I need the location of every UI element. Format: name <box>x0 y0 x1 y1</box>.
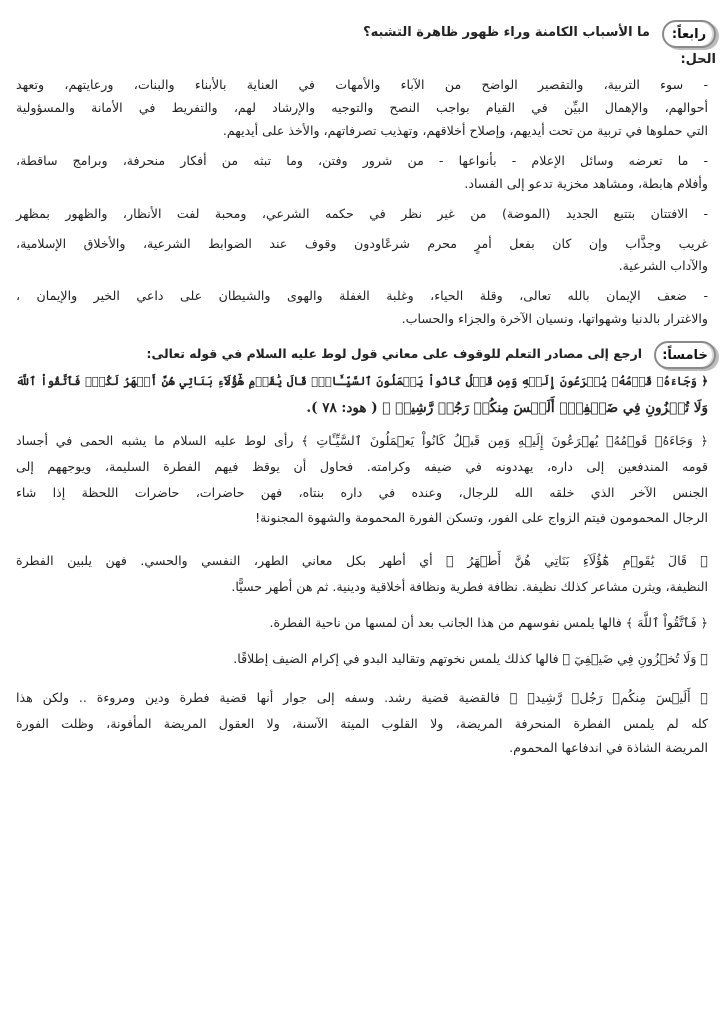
text-line: والاغترار بالدنيا وشهواتها، ونسيان الآخرة والجزاء والحساب. <box>401 311 708 326</box>
section-4-question: ما الأسباب الكامنة وراء ظهور ظاهرة التشبه؟ <box>363 25 650 40</box>
text-line: ﴿ فَٱتَّقُواْ ٱللَّهَ ﴾ فالها يلمس نفوسهم من هذا الجانب بعد أن لمسها من ناحية الفطرة. <box>269 615 708 630</box>
verse-line: ﴿ وَجَاءَهُۥ قَوۡمُهُۥ يُهۡرَعُونَ إِلَيۡهِ وَمِن قَبۡلُ كَانُواْ يَعۡمَلُونَ ٱلسَّيِّـَٔاتِۚ قَالَ يَٰقَوۡمِ هَٰٓؤُلَآءِ بَنَاتِي هُنَّ أَطۡهَرُ لَكُمۡۖ فَٱتَّقُواْ ٱللَّهَ <box>16 374 708 388</box>
text-line: ﴿ وَجَاءَهُۥ قَوۡمُهُۥ يُهۡرَعُونَ إِلَيۡهِ وَمِن قَبۡلُ كَانُواْ يَعۡمَلُونَ ٱلسَّيِّـَٔاتِ ﴾ رأى لوط عليه السلام ما يشبه الحمى في أجساد <box>16 433 708 448</box>
text-line: - ضعف الإيمان بالله تعالى، وقلة الحياء، وغلبة الغفلة والهوى والشيطان على داعي الخير والإيمان ، <box>16 288 708 303</box>
text-line: غريب وجذَّاب وإن كان بفعل أمرٍ محرم شرعًاودون وقوف عند الضوابط الشرعية، والأخلاق الإسلامية، <box>16 236 708 251</box>
text-line: ﴿ قَالَ يَٰقَوۡمِ هَٰٓؤُلَآءِ بَنَاتِي هُنَّ أَطۡهَرُ ﴾ أي أطهر بكل معاني الطهر، النفسي والحسي. فهن يلبين الفطرة <box>16 553 708 568</box>
section-5-label <box>654 341 716 369</box>
text-line: أحوالهم، والإهمال البيِّن في القيام بواجب النصح والتوجيه والإرشاد لهم، والتفريط في الأمانة والمسؤولية <box>16 100 708 115</box>
section-4-label <box>662 20 716 48</box>
text-line: - ما تعرضه وسائل الإعلام - بأنواعها - من شرور وفتن، وما تبثه من أفكار منحرفة، وبرامج ساقطة، <box>16 153 708 168</box>
text-line: ﴿ وَلَا تُخۡزُونِ فِي ضَيۡفِيٓ ﴾ فالها كذلك يلمس نخوتهم وتقاليد البدو في إكرام الضيف إطلاقًا. <box>233 651 708 666</box>
section-5-label-text: خامساً: <box>662 347 708 363</box>
text-line: الجنس الآخر الذي خلقه الله للرجال، وعنده في داره بنتاه، فهن حاضرات، حاضرات اللحظة إذا شاء <box>16 485 708 500</box>
text-line: النظيفة، ويثرن مشاعر كذلك نظيفة. نظافة فطرية ونظافة أخلاقية ودينية. ثم هن أطهر حسيًّا. <box>231 579 708 594</box>
text-line: - الافتتان بتتبع الجديد (الموضة) من غير نظر في حكمه الشرعي، ومحبة لفت الأنظار، والظهور بمظهر <box>16 206 708 221</box>
section-4-answer-label: الحل: <box>680 52 716 67</box>
text-line: المريضة الشاذة في اندفاعها المحموم. <box>509 740 708 755</box>
text-line: ﴿ أَلَيۡسَ مِنكُمۡ رَجُلٞ رَّشِيدٞ ﴾ فالقضية قضية رشد. وسفه إلى جوار أنها قضية فطرة ودين ومروءة .. ولكن هذا <box>16 690 708 705</box>
text-line: والآداب الشرعية. <box>618 258 708 273</box>
text-line: وأفلام هابطة، ومشاهد مخزية تدعو إلى الفساد. <box>464 176 708 191</box>
verse-line: وَلَا تُخۡزُونِ فِي ضَيۡفِيٓۖ أَلَيۡسَ مِنكُمۡ رَجُلٞ رَّشِيدٞ ﴾ ( هود: ٧٨ ). <box>306 400 708 416</box>
text-line: - سوء التربية، والتقصير الواضح من الآباء والأمهات في العناية بالأبناء والبنات، ورعايتهم، وتعهد <box>16 77 708 92</box>
text-line: الرجال المحمومون فيتم الزواج على الفور، وتسكن الفورة المحمومة والشهوة المجنونة! <box>255 510 708 525</box>
section-4-label-text: رابعاً: <box>671 26 707 42</box>
text-line: قومه المندفعين إلى داره، يهددونه في ضيفه وكرامته. فحاول أن يوقظ فيهم الفطرة السليمة، ويوجههم إلى <box>16 459 708 474</box>
text-line: كله لم يلمس الفطرة المنحرفة المريضة، ولا القلوب الميتة الآسنة، ولا العقول المريضة المأفونة، وظلت الفورة <box>16 716 708 731</box>
text-line: التي حملوها في تربية من تحت أيديهم، وإصلاح أخلاقهم، وتهذيب تصرفاتهم، والأخذ على أيديهم. <box>222 123 708 138</box>
section-5-question: ارجع إلى مصادر التعلم للوقوف على معاني قول لوط عليه السلام في قوله تعالى: <box>146 346 642 361</box>
